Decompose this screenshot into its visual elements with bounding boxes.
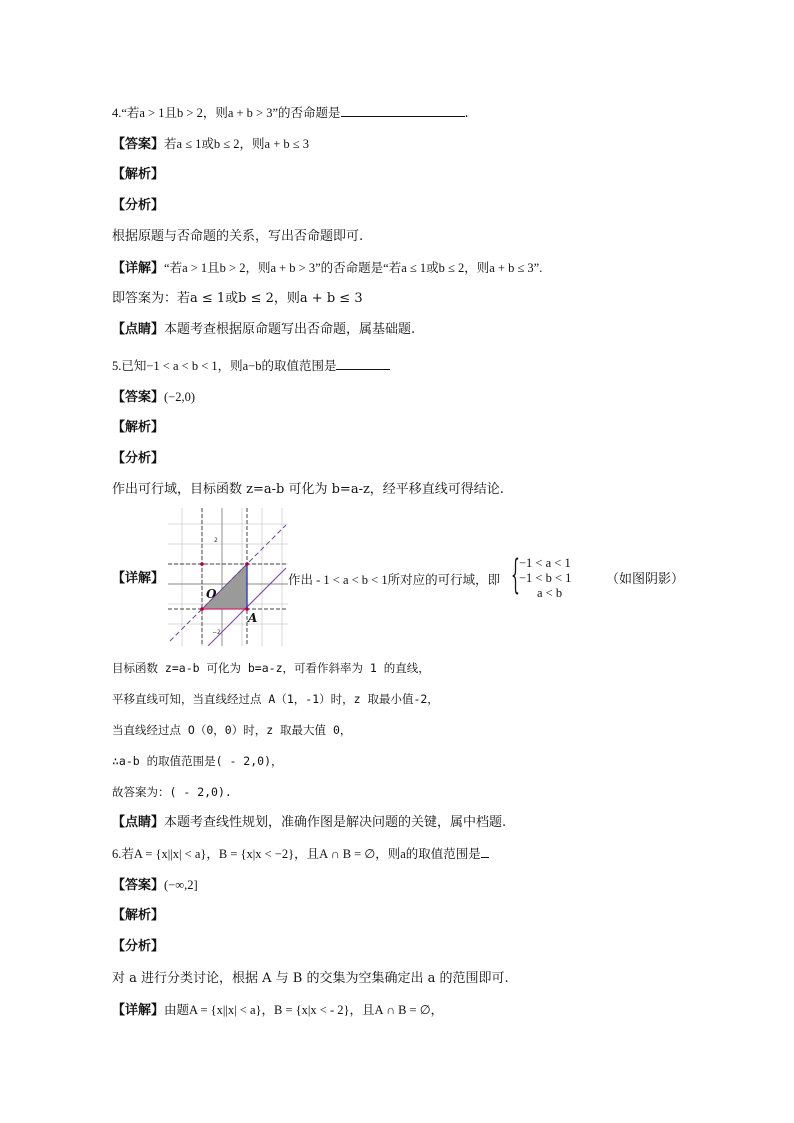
q5-jiexi-heading: 【解析】 [112,420,165,435]
brace-icon: { [511,552,520,598]
q4-title [112,104,469,123]
q6-answer-blank [481,845,489,858]
label-a: A [248,611,258,625]
q5-line-1: 目标函数 z=a-b 可化为 b=a-z，可看作斜率为 1 的直线， [112,661,430,675]
q6-answer [112,876,198,895]
q6-fenxi-heading: 【分析】 [112,939,165,954]
point-left [200,607,204,611]
tick-top: 2 [214,537,218,544]
q4-jiexi-heading: 【解析】 [112,167,165,182]
q5-line-2: 平移直线可知，当直线经过点 A（1，-1）时，z 取最小值-2， [112,692,439,706]
feasible-region-graph [168,508,288,646]
q4-dianjing [112,321,415,339]
q6-jiexi-heading: 【解析】 [112,908,165,923]
q5-line-4: ∴a-b 的取值范围是( - 2,0)， [112,754,283,768]
answer-label: 【答案】 [112,878,165,893]
q5-xiangjie-text: 作出 - 1 < a < b < 1所对应的可行域，即 [288,573,501,587]
xiangjie-label: 【详解】 [112,261,165,276]
q5-fenxi-heading: 【分析】 [112,451,165,466]
q4-answer-text: 若a ≤ 1或b ≤ 2，则a + b ≤ 3 [164,137,309,151]
tick-bottom: −2 [212,629,221,636]
line-a-equals-b [170,525,286,641]
q4-xiangjie-text: “若a > 1且b > 2，则a + b > 3”的否命题是“若a ≤ 1或b ≤ 2，则a + b ≤ 3”. [164,261,543,275]
dianjing-label: 【点睛】 [112,322,165,337]
system-row-2: −1 < b < 1 [519,571,572,585]
q5-title-text: 5.已知−1 < a < b < 1，则a−b的取值范围是 [112,359,337,373]
q6-fenxi-text: 对 a 进行分类讨论，根据 A 与 B 的交集为空集确定出 a 的范围即可. [112,971,509,986]
q6-title [112,845,489,864]
q5-line-3: 当直线经过点 O（0，0）时，z 取最大值 0， [112,723,352,737]
q6-xiangjie-text: 由题A = {x||x| < a}，B = {x|x < - 2}，且A ∩ B = ∅， [164,1003,444,1017]
point-top [200,562,204,566]
q5-xiangjie-label [112,570,164,588]
xiangjie-label: 【详解】 [112,571,165,586]
q4-fenxi-text: 根据原题与否命题的关系，写出否命题即可. [112,229,364,244]
q4-dianjing-text: 本题考查根据原命题写出否命题，属基础题. [164,322,416,337]
inequality-system [511,552,572,601]
q5-answer [112,388,195,407]
system-row-3: a < b [537,586,563,600]
label-o: O [206,587,217,601]
answer-label: 【答案】 [112,137,165,152]
q4-fenxi-heading: 【分析】 [112,198,165,213]
q6-title-text: 6.若A = {x||x| < a}，B = {x|x < −2}，且A ∩ B = ∅，则a的取值范围是 [112,847,481,861]
q4-answer-blank [341,104,465,117]
q5-answer-blank [336,357,390,370]
answer-label: 【答案】 [112,390,165,405]
q4-answer [112,135,309,154]
q6-answer-text: (−∞,2] [164,878,198,892]
q4-title-end: . [464,106,469,121]
q5-fenxi-text: 作出可行域，目标函数 z=a-b 可化为 b=a-z，经平移直线可得结论. [112,482,504,497]
system-row-1: −1 < a < 1 [519,556,571,570]
q5-line-5: 故答案为：( - 2,0). [112,785,232,799]
q4-xiangjie [112,259,542,278]
q4-conclusion: 即答案为：若a ≤ 1或b ≤ 2，则a + b ≤ 3 [112,291,363,306]
point-top-right [245,562,249,566]
dianjing-label: 【点睛】 [112,815,165,830]
q4-title-text: 4.“若a > 1且b > 2，则a + b > 3”的否命题是 [112,106,341,120]
feasible-region-figure [168,508,288,646]
q5-dianjing [112,814,506,832]
xiangjie-label: 【详解】 [112,1003,165,1018]
q6-xiangjie [112,1001,443,1020]
q5-answer-text: (−2,0) [164,390,196,404]
q5-dianjing-text: 本题考查线性规划，准确作图是解决问题的关键，属中档题. [164,815,507,830]
q5-shade-note: （如图阴影） [606,572,685,587]
q5-title [112,357,390,376]
